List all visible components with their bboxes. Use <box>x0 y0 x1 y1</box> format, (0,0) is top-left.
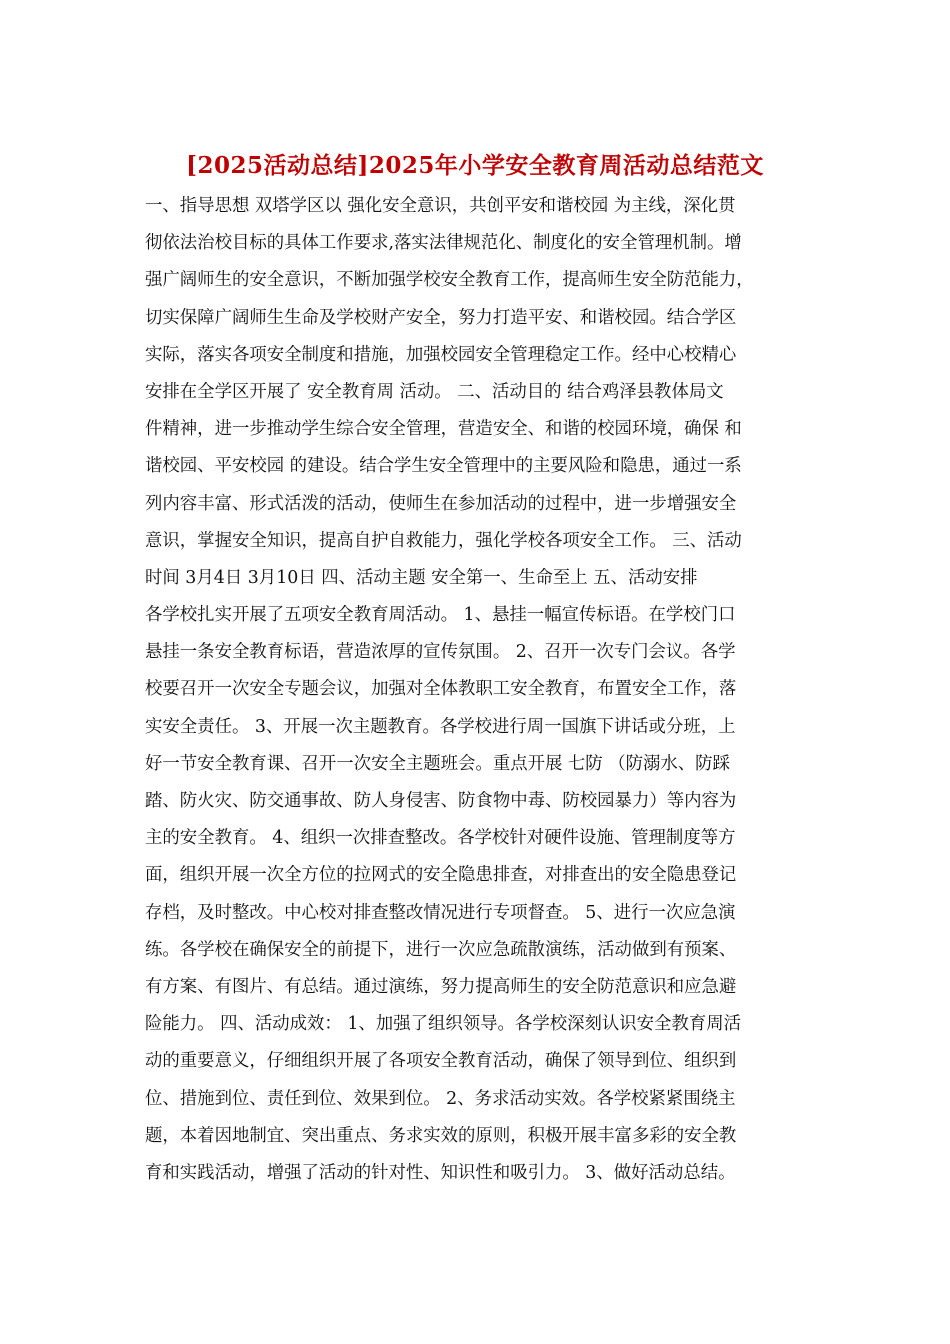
body-line: 主的安全教育。 4、组织一次排查整改。各学校针对硬件设施、管理制度等方 <box>145 828 736 849</box>
body-line: 面，组织开展一次全方位的拉网式的安全隐患排查，对排查出的安全隐患登记 <box>145 865 737 886</box>
body-line: 安排在全学区开展了 安全教育周 活动。 二、活动目的 结合鸡泽县教体局文 <box>145 381 724 402</box>
body-line: 存档，及时整改。中心校对排查整改情况进行专项督查。 5、进行一次应急演 <box>145 902 736 923</box>
body-line: 悬挂一条安全教育标语，营造浓厚的宣传氛围。 2、召开一次专门会议。各学 <box>145 642 736 663</box>
body-line: 实际，落实各项安全制度和措施，加强校园安全管理稳定工作。经中心校精心 <box>145 344 737 365</box>
body-line: 时间 3月4日 3月10日 四、活动主题 安全第一、生命至上 五、活动安排 <box>145 567 698 588</box>
body-line: 校要召开一次安全专题会议，加强对全体教职工安全教育，布置安全工作，落 <box>145 679 737 700</box>
document-title: [2025活动总结]2025年小学安全教育周活动总结范文 <box>186 152 764 179</box>
body-line: 育和实践活动，增强了活动的针对性、知识性和吸引力。 3、做好活动总结。 <box>145 1162 736 1183</box>
body-line: 动的重要意义，仔细组织开展了各项安全教育活动，确保了领导到位、组织到 <box>145 1051 737 1072</box>
body-line: 强广阔师生的安全意识，不断加强学校安全教育工作，提高师生安全防范能力， <box>145 270 754 291</box>
body-line: 有方案、有图片、有总结。通过演练，努力提高师生的安全防范意识和应急避 <box>145 976 737 997</box>
body-line: 列内容丰富、形式活泼的活动，使师生在参加活动的过程中，进一步增强安全 <box>145 493 737 514</box>
body-line: 件精神，进一步推动学生综合安全管理，营造安全、和谐的校园环境，确保 和 <box>145 419 742 440</box>
document-body <box>145 188 809 1192</box>
body-line: 一、指导思想 双塔学区以 强化安全意识，共创平安和谐校园 为主线，深化贯 <box>145 196 736 216</box>
body-line: 实安全责任。 3、开展一次主题教育。各学校进行周一国旗下讲话或分班，上 <box>145 716 736 737</box>
body-line: 意识，掌握安全知识，提高自护自救能力，强化学校各项安全工作。 三、活动 <box>145 530 742 551</box>
body-line: 各学校扎实开展了五项安全教育周活动。 1、悬挂一幅宣传标语。在学校门口 <box>145 605 736 626</box>
body-line: 好一节安全教育课、召开一次安全主题班会。重点开展 七防 （防溺水、防踩 <box>145 753 730 774</box>
body-line: 险能力。 四、活动成效： 1、加强了组织领导。各学校深刻认识安全教育周活 <box>145 1014 742 1035</box>
body-line: 练。各学校在确保安全的前提下，进行一次应急疏散演练，活动做到有预案、 <box>145 939 737 960</box>
body-line: 彻依法治校目标的具体工作要求,落实法律规范化、制度化的安全管理机制。增 <box>145 233 742 254</box>
body-line: 谐校园、平安校园 的建设。结合学生安全管理中的主要风险和隐患，通过一系 <box>145 456 742 477</box>
body-line: 切实保障广阔师生生命及学校财产安全，努力打造平安、和谐校园。结合学区 <box>145 307 737 328</box>
body-line: 位、措施到位、责任到位、效果到位。 2、务求活动实效。各学校紧紧围绕主 <box>145 1088 736 1109</box>
body-line: 踏、防火灾、防交通事故、防人身侵害、防食物中毒、防校园暴力）等内容为 <box>145 791 737 811</box>
body-line: 题，本着因地制宜、突出重点、务求实效的原则，积极开展丰富多彩的安全教 <box>145 1125 737 1146</box>
